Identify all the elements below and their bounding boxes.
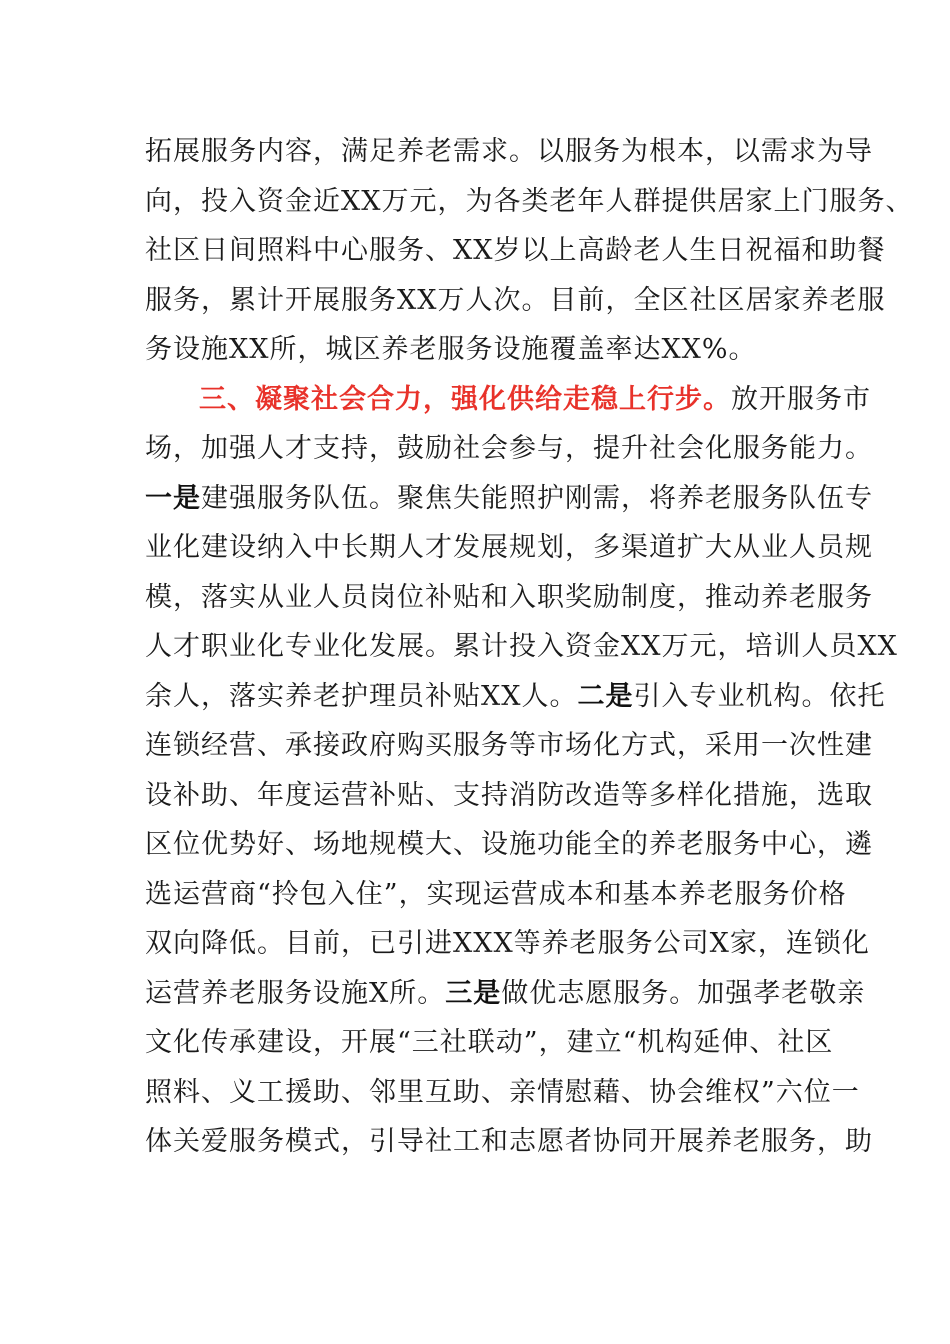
line-text: 照料、义工援助、邻里互助、亲情慰藉、协会维权”六位一 — [145, 1076, 860, 1108]
line-text: 运营养老服务设施X所。 — [145, 977, 446, 1009]
line-text: 连锁经营、承接政府购买服务等市场化方式，采用一次性建 — [145, 730, 873, 761]
line-text: 社区日间照料中心服务、XX岁以上高龄老人生日祝福和助餐 — [145, 235, 886, 266]
text-line — [145, 523, 873, 573]
line-text: 场，加强人才支持，鼓励社会参与，提升社会化服务能力。 — [145, 433, 873, 464]
text-line — [145, 474, 873, 524]
line-text: 双向降低。目前，已引进XXX等养老服务公司X家，连锁化 — [145, 928, 870, 959]
text-line — [145, 573, 873, 623]
line-text: 服务，累计开展服务XX万人次。目前，全区社区居家养老服 — [145, 284, 886, 316]
point-marker: 二是 — [577, 680, 634, 712]
line-text: 模，落实从业人员岗位补贴和入职奖励制度，推动养老服务 — [145, 581, 873, 613]
line-text: 做优志愿服务。加强孝老敬亲 — [501, 977, 866, 1009]
text-line — [145, 325, 805, 375]
text-line — [145, 424, 873, 474]
text-line — [145, 177, 914, 227]
text-line — [145, 226, 886, 276]
text-line — [145, 771, 873, 821]
text-line — [145, 969, 866, 1019]
section-heading-line — [145, 375, 871, 425]
point-marker: 三是 — [445, 977, 502, 1009]
line-text: 区位优势好、场地规模大、设施功能全的养老服务中心，遴 — [145, 829, 873, 860]
body-text — [145, 127, 914, 1167]
text-line — [145, 1117, 873, 1167]
line-text: 设补助、年度运营补贴、支持消防改造等多样化措施，选取 — [145, 779, 873, 811]
text-line — [145, 870, 847, 920]
text-line — [145, 919, 870, 969]
line-text: 人才职业化专业化发展。累计投入资金XX万元，培训人员XX — [145, 631, 898, 662]
text-line — [145, 1018, 834, 1068]
text-line — [145, 622, 898, 672]
text-line — [145, 1068, 860, 1118]
line-text: 引入专业机构。依托 — [633, 680, 886, 712]
line-text: 体关爱服务模式，引导社工和志愿者协同开展养老服务，助 — [145, 1126, 873, 1157]
text-line — [145, 721, 873, 771]
line-text: 向，投入资金近XX万元，为各类老年人群提供居家上门服务、 — [145, 185, 914, 217]
line-text: 建强服务队伍。聚焦失能照护刚需，将养老服务队伍专 — [201, 482, 873, 514]
line-text: 拓展服务内容，满足养老需求。以服务为根本，以需求为导 — [145, 136, 873, 167]
line-text: 放开服务市 — [731, 383, 871, 415]
line-text: 业化建设纳入中长期人才发展规划，多渠道扩大从业人员规 — [145, 532, 873, 563]
line-text: 文化传承建设，开展“三社联动”，建立“机构延伸、社区 — [145, 1027, 834, 1058]
text-line — [145, 820, 873, 870]
text-line — [145, 672, 886, 722]
line-text: 余人，落实养老护理员补贴XX人。 — [145, 680, 578, 712]
text-line — [145, 276, 886, 326]
section-heading: 三、凝聚社会合力，强化供给走稳上行步。 — [199, 383, 731, 415]
point-marker: 一是 — [145, 482, 201, 514]
text-line — [145, 127, 873, 177]
line-text: 务设施XX所，城区养老服务设施覆盖率达XX%。 — [145, 334, 757, 365]
line-text: 选运营商“拎包入住”，实现运营成本和基本养老服务价格 — [145, 878, 847, 910]
